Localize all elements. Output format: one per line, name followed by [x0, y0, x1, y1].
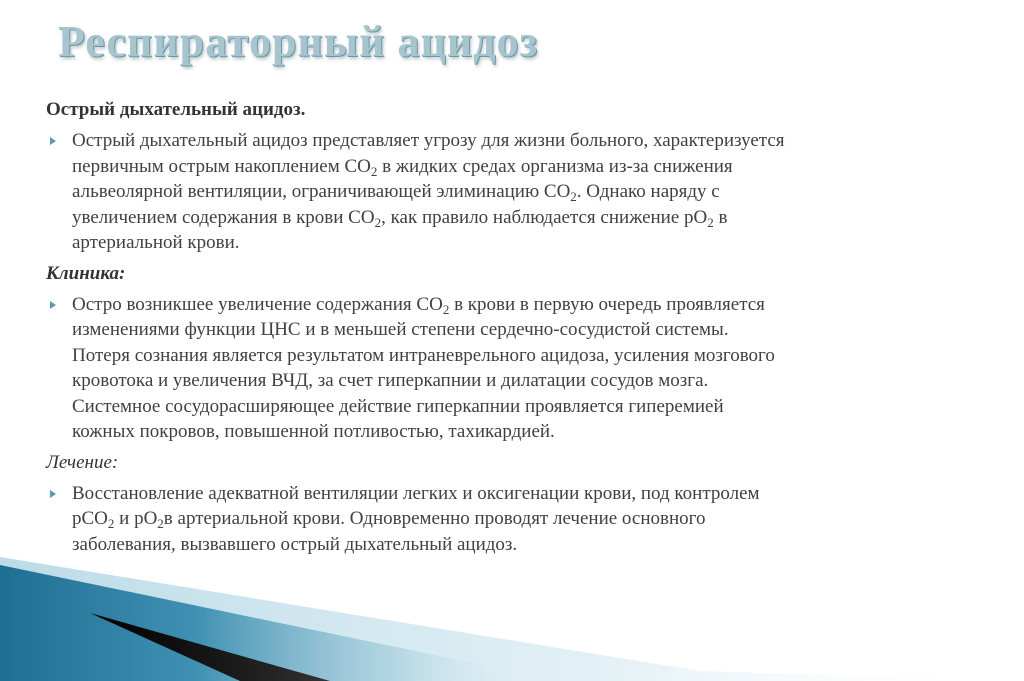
text-run: и рО — [114, 508, 158, 529]
text-run: Остро возникшее увеличение содержания СО — [72, 293, 443, 315]
text-run: рСО — [72, 508, 108, 529]
section-heading-treatment: Лечение: — [46, 451, 119, 473]
section-heading-acute: Острый дыхательный ацидоз. — [46, 99, 306, 120]
paragraph-line — [72, 230, 986, 256]
paragraph-line — [72, 128, 986, 154]
paragraph-acute — [46, 128, 986, 256]
paragraph-line — [72, 292, 986, 318]
text-run: Потеря сознания является результатом интраневрельного ацидоза, усиления мозгового — [72, 344, 775, 366]
text-run: артериальной крови. — [72, 232, 240, 253]
text-run: кровотока и увеличения ВЧД, за счет гиперкапнии и дилатации сосудов мозга. — [72, 370, 709, 391]
text-run: увеличением содержания в крови СО — [72, 206, 375, 228]
paragraph-line — [72, 368, 986, 394]
paragraph-line — [72, 394, 986, 420]
text-run: . Однако наряду с — [576, 181, 720, 202]
text-run: Острый дыхательный ацидоз представляет угрозу для жизни больного, характеризуется — [72, 130, 785, 151]
text-run: первичным острым накоплением СО — [72, 155, 371, 177]
text-run: изменениями функции ЦНС и в меньшей степени сердечно-сосудистой системы. — [72, 319, 729, 340]
subscript: 2 — [442, 301, 450, 317]
text-run: Системное сосудорасширяющее действие гиперкапнии проявляется гиперемией — [72, 395, 724, 417]
bullet-arrow-icon — [50, 490, 56, 498]
paragraph-line — [72, 154, 986, 180]
slide-title: Респираторный ацидоз — [58, 17, 539, 66]
text-run: в — [713, 206, 728, 228]
paragraph-line — [72, 179, 986, 205]
subscript: 2 — [570, 189, 577, 204]
text-run: кожных покровов, повышенной потливостью, тахикардией. — [72, 421, 555, 442]
paragraph-clinic — [46, 292, 986, 445]
text-run: заболевания, вызвавшего острый дыхательный ацидоз. — [72, 533, 518, 555]
subscript: 2 — [157, 516, 164, 531]
subscript: 2 — [374, 214, 382, 230]
subscript: 2 — [107, 516, 115, 531]
text-run: в артериальной крови. Одновременно проводят лечение основного — [163, 508, 706, 529]
slide-content — [46, 98, 986, 563]
paragraph-line — [72, 343, 986, 369]
bullet-arrow-icon — [50, 301, 56, 309]
text-run: в жидких средах организма из-за снижения — [377, 155, 733, 177]
paragraph-line — [72, 481, 986, 507]
bullet-arrow-icon — [50, 137, 56, 145]
paragraph-line — [72, 419, 986, 445]
section-heading-clinic: Клиника: — [46, 262, 126, 284]
paragraph-treatment — [46, 481, 986, 558]
decorative-swoosh — [0, 551, 1024, 681]
paragraph-line — [72, 205, 986, 231]
text-run: , как правило наблюдается снижение рО — [381, 206, 708, 228]
text-run: альвеолярной вентиляции, ограничивающей элиминацию СО — [72, 181, 571, 202]
subscript: 2 — [370, 163, 378, 179]
subscript: 2 — [707, 214, 714, 230]
text-run: Восстановление адекватной вентиляции легких и оксигенации крови, под контролем — [72, 482, 760, 504]
paragraph-line — [72, 317, 986, 343]
text-run: в крови в первую очередь проявляется — [449, 293, 765, 315]
paragraph-line — [72, 506, 986, 532]
